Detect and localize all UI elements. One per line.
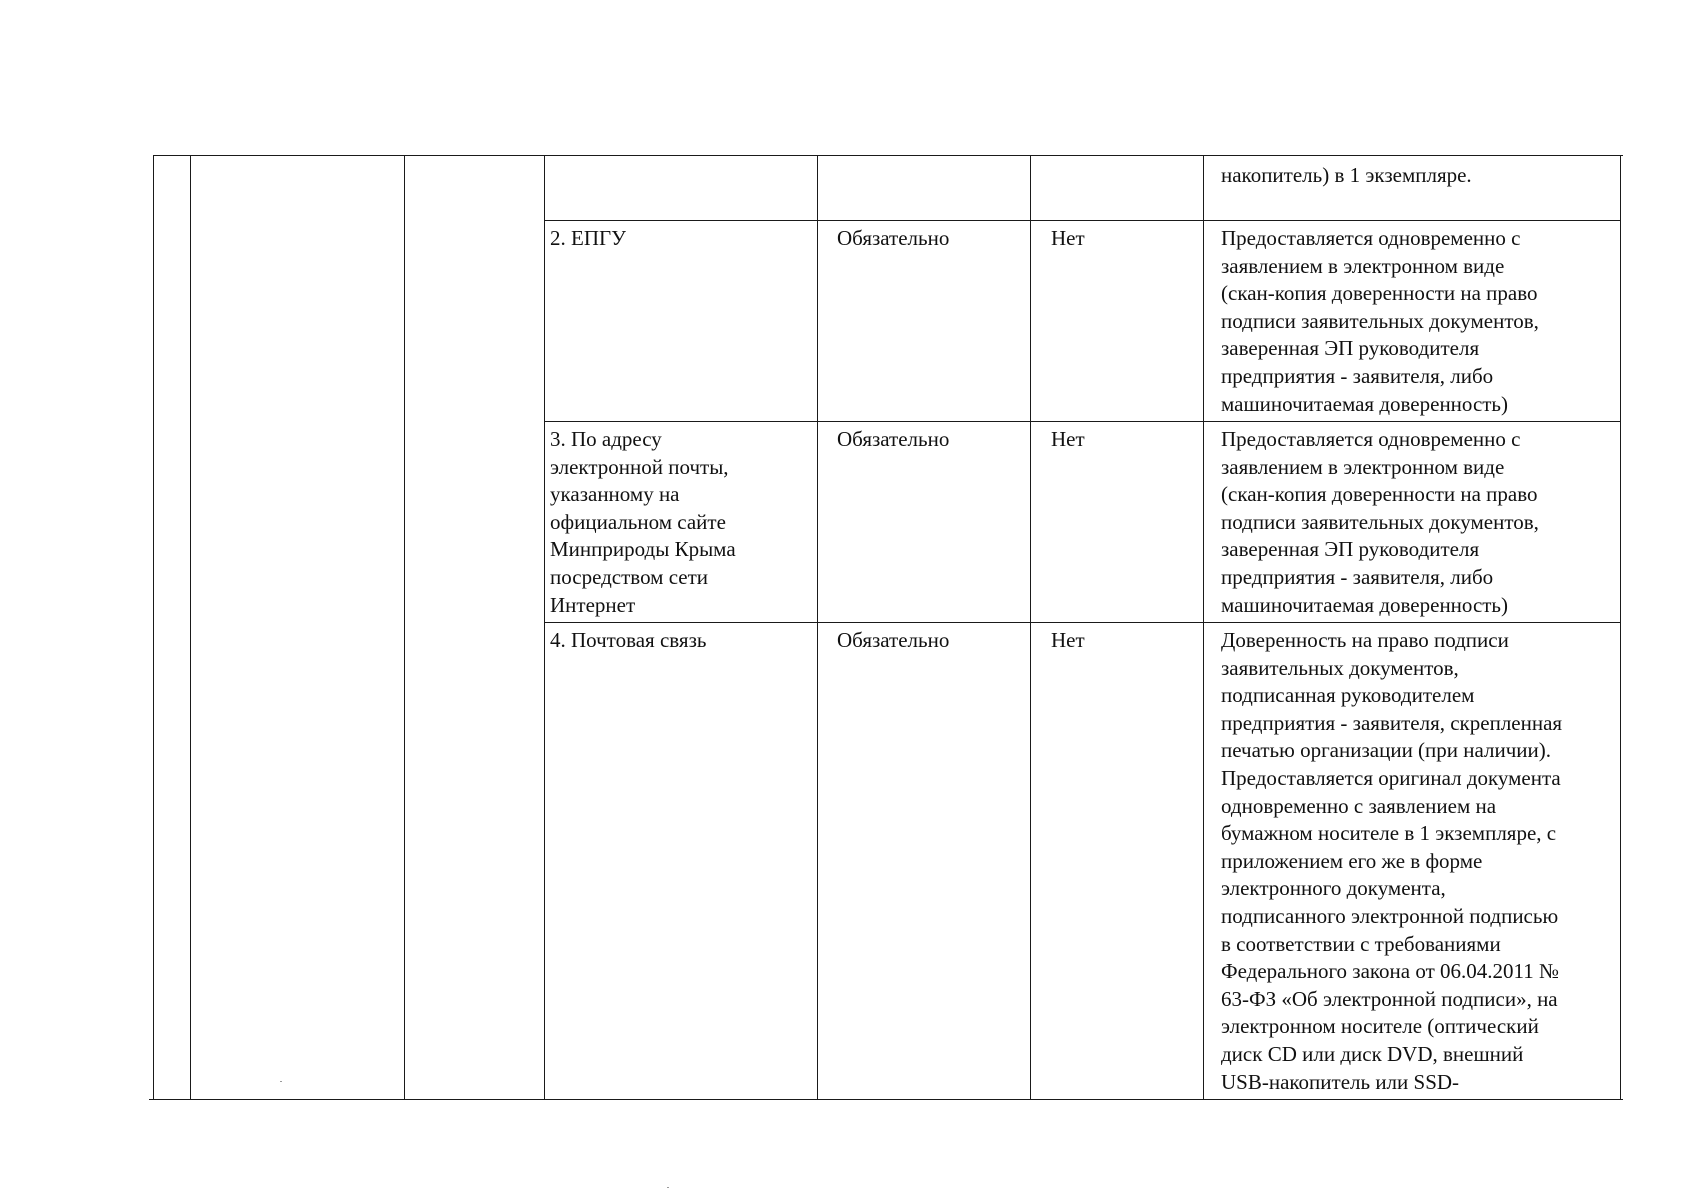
- column-divider-6: [1203, 155, 1204, 1100]
- payment-cell: Нет: [1051, 226, 1085, 250]
- scan-speck: [280, 1081, 282, 1082]
- method-cell: 3. По адресу электронной почты, указанному на официальном сайте Минприроды Крыма посредством сети Интернет: [550, 427, 736, 617]
- obligation-cell: Обязательно: [837, 226, 950, 250]
- column-divider-1: [190, 155, 191, 1100]
- obligation-cell: Обязательно: [837, 427, 950, 451]
- table-border-bottom: [149, 1099, 1623, 1100]
- row-separator-2: [544, 421, 1621, 422]
- obligation-cell: Обязательно: [837, 628, 950, 652]
- method-cell: 2. ЕПГУ: [550, 226, 627, 250]
- column-divider-5: [1030, 155, 1031, 1100]
- column-divider-4: [817, 155, 818, 1100]
- payment-cell: Нет: [1051, 628, 1085, 652]
- method-cell: 4. Почтовая связь: [550, 628, 707, 652]
- row-separator-3: [544, 622, 1621, 623]
- table-border-top: [153, 155, 1623, 156]
- column-divider-2: [404, 155, 405, 1100]
- scan-speck: [667, 1187, 669, 1188]
- notes-cell: Доверенность на право подписи заявительных документов, подписанная руководителем предприятия - заявителя, скрепленная печатью организации (при наличии). Предоставляется оригинал документа одновременно с заявлением на бумажном носителе в 1 экземпляре, с приложением его же в форме электронного документа, подписанного электронной подписью в соответствии с требованиями Федерального закона от 06.04.2011 № 63-ФЗ «Об электронной подписи», на электронном носителе (оптический диск CD или диск DVD, внешний USB-накопитель или SSD-: [1221, 628, 1563, 1094]
- table-border-left: [153, 155, 154, 1100]
- row-separator-1: [544, 220, 1621, 221]
- column-divider-3: [544, 155, 545, 1100]
- notes-cell: накопитель) в 1 экземпляре.: [1221, 163, 1472, 187]
- notes-cell: Предоставляется одновременно с заявлением в электронном виде (скан-копия доверенности на право подписи заявительных документов, заверенная ЭП руководителя предприятия - заявителя, либо машиночитаемая доверенность): [1221, 427, 1539, 617]
- payment-cell: Нет: [1051, 427, 1085, 451]
- notes-cell: Предоставляется одновременно с заявлением в электронном виде (скан-копия доверенности на право подписи заявительных документов, заверенная ЭП руководителя предприятия - заявителя, либо машиночитаемая доверенность): [1221, 226, 1539, 416]
